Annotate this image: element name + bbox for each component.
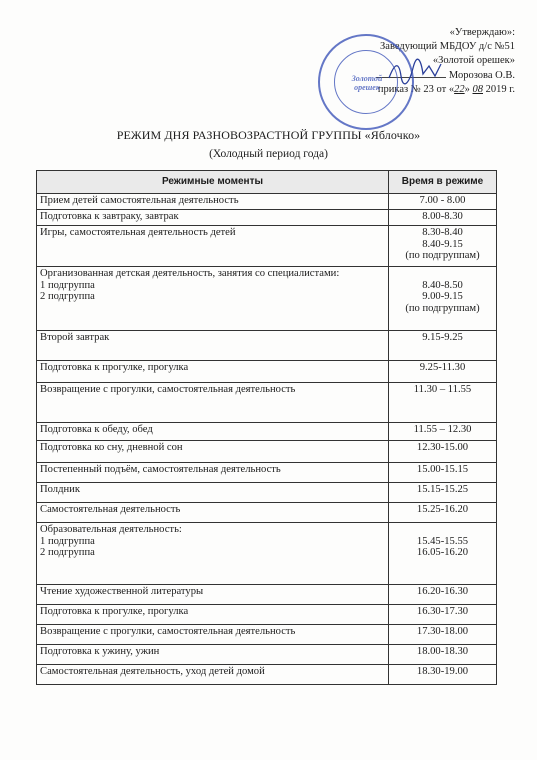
- row-time: 18.00-18.30: [389, 645, 497, 665]
- order-day: 22: [454, 84, 465, 95]
- row-activity: Полдник: [37, 483, 389, 503]
- row-time: 16.30-17.30: [389, 605, 497, 625]
- table-row: [37, 483, 497, 503]
- row-time: 11.30 – 11.55: [389, 383, 497, 423]
- row-activity: Постепенный подъём, самостоятельная деятельность: [37, 463, 389, 483]
- row-activity: Подготовка к прогулке, прогулка: [37, 361, 389, 383]
- row-activity: Самостоятельная деятельность: [37, 503, 389, 523]
- row-activity: Самостоятельная деятельность, уход детей домой: [37, 665, 389, 685]
- table-row: [37, 383, 497, 423]
- approval-signer: Морозова О.В.: [448, 70, 515, 81]
- table-row: [37, 423, 497, 441]
- page-subtitle: (Холодный период года): [209, 148, 328, 160]
- row-activity: Подготовка к завтраку, завтрак: [37, 210, 389, 226]
- row-activity: Образовательная деятельность: 1 подгруппа 2 подгруппа: [37, 523, 389, 585]
- row-activity: Второй завтрак: [37, 331, 389, 361]
- row-time: 12.30-15.00: [389, 441, 497, 463]
- row-activity: Подготовка к обеду, обед: [37, 423, 389, 441]
- table-row: [37, 463, 497, 483]
- row-activity: Чтение художественной литературы: [37, 585, 389, 605]
- table-row: [37, 625, 497, 645]
- row-activity: Возвращение с прогулки, самостоятельная деятельность: [37, 383, 389, 423]
- table-row: [37, 210, 497, 226]
- order-mid: »: [464, 84, 470, 95]
- table-body: [37, 194, 497, 685]
- order-month: 08: [472, 84, 483, 95]
- row-time: 18.30-19.00: [389, 665, 497, 685]
- approval-line-2: Заведующий МБДОУ д/с №51: [380, 41, 515, 52]
- row-time: 7.00 - 8.00: [389, 194, 497, 210]
- header-time: Время в режиме: [389, 171, 497, 194]
- table-row: [37, 523, 497, 585]
- table-row: [37, 503, 497, 523]
- row-time: 16.20-16.30: [389, 585, 497, 605]
- row-activity: Подготовка к ужину, ужин: [37, 645, 389, 665]
- table-row: [37, 605, 497, 625]
- row-activity: Подготовка к прогулке, прогулка: [37, 605, 389, 625]
- signature-scribble: [385, 58, 445, 86]
- table-header-row: [37, 171, 497, 194]
- row-time: 15.15-15.25: [389, 483, 497, 503]
- table-row: [37, 226, 497, 267]
- stamp-text: Золотой орешек: [351, 74, 383, 92]
- row-activity: Игры, самостоятельная деятельность детей: [37, 226, 389, 267]
- table-row: [37, 194, 497, 210]
- row-time: 15.00-15.15: [389, 463, 497, 483]
- row-time: 8.00-8.30: [389, 210, 497, 226]
- row-activity: Организованная детская деятельность, занятия со специалистами: 1 подгруппа 2 подгруппа: [37, 267, 389, 331]
- approval-line-3: «Золотой орешек»: [432, 55, 515, 66]
- schedule-table: [36, 170, 497, 685]
- row-time: 9.15-9.25: [389, 331, 497, 361]
- table-row: [37, 585, 497, 605]
- table-row: [37, 665, 497, 685]
- table-row: [37, 645, 497, 665]
- table-row: [37, 331, 497, 361]
- row-time: 8.40-8.50 9.00-9.15 (по подгруппам): [389, 267, 497, 331]
- row-time: 15.25-16.20: [389, 503, 497, 523]
- row-time: 8.30-8.40 8.40-9.15 (по подгруппам): [389, 226, 497, 267]
- table-row: [37, 361, 497, 383]
- page-title: РЕЖИМ ДНЯ РАЗНОВОЗРАСТНОЙ ГРУППЫ «Яблочко»: [116, 128, 421, 142]
- row-time: 17.30-18.00: [389, 625, 497, 645]
- order-year: 2019 г.: [485, 84, 515, 95]
- header-activity: Режимные моменты: [37, 171, 389, 194]
- table-row: [37, 267, 497, 331]
- row-time: 15.45-15.55 16.05-16.20: [389, 523, 497, 585]
- row-activity: Возвращение с прогулки, самостоятельная деятельность: [37, 625, 389, 645]
- table-row: [37, 441, 497, 463]
- row-activity: Подготовка ко сну, дневной сон: [37, 441, 389, 463]
- order-prefix: приказ № 23 от «: [377, 84, 455, 95]
- row-time: 9.25-11.30: [389, 361, 497, 383]
- approval-line-1: «Утверждаю»:: [449, 27, 515, 38]
- row-time: 11.55 – 12.30: [389, 423, 497, 441]
- row-activity: Прием детей самостоятельная деятельность: [37, 194, 389, 210]
